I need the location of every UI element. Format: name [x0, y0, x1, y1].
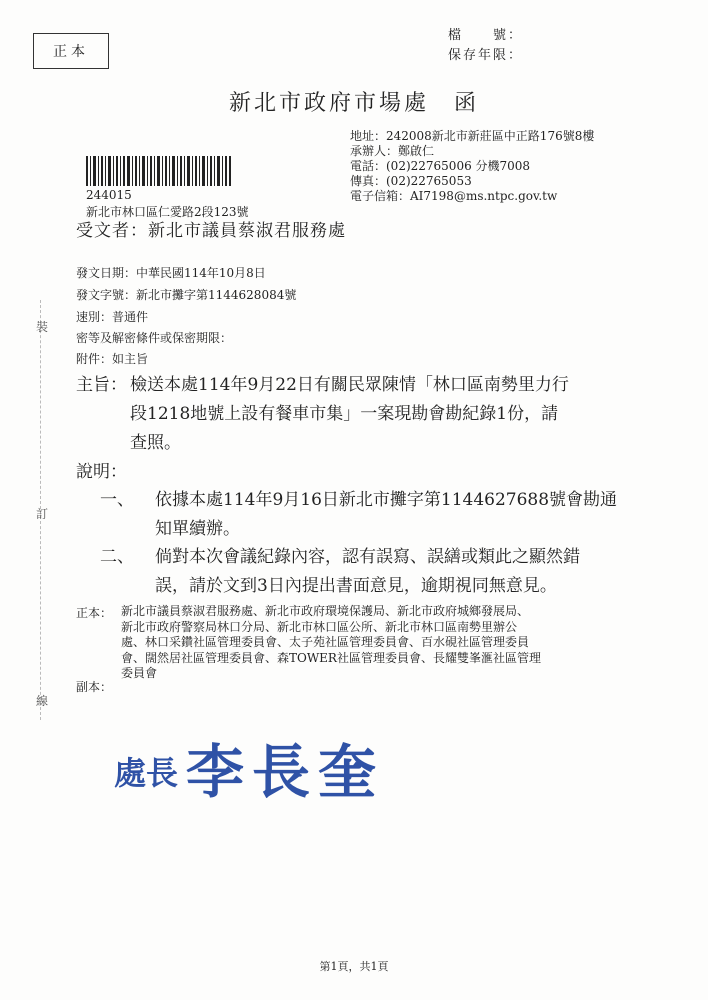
original-copy-stamp: 正本	[33, 33, 109, 69]
duplicate-copy-label: 副本：	[76, 680, 113, 694]
description-item-number: 一、	[100, 490, 134, 510]
description-line: 誤，請於文到3日內提出書面意見，逾期視同無意見。	[155, 576, 557, 596]
contact-email: 電子信箱：AI7198@ms.ntpc.gov.tw	[350, 189, 558, 203]
cc-recipients	[121, 604, 621, 682]
cc-line: 新北市政府警察局林口分局、新北市林口區公所、新北市林口區南勢里辦公	[121, 619, 518, 634]
retention-period-label: 保存年限：	[448, 48, 524, 63]
description-line: 知單續辦。	[155, 519, 240, 539]
description-item	[155, 543, 635, 601]
description-line: 依據本處114年9月16日新北市攤字第1144627688號會勘通	[155, 490, 618, 510]
recipient-zip: 244015	[86, 188, 132, 202]
recipient-address: 新北市林口區仁愛路2段123號	[86, 205, 249, 219]
director-signature-stamp	[114, 728, 414, 808]
subject-line: 查照。	[130, 433, 181, 453]
cc-line: 委員會	[121, 666, 158, 680]
contact-address: 地址：242008新北市新莊區中正路176號8樓	[350, 129, 595, 143]
cc-line: 會、闊然居社區管理委員會、森TOWER社區管理委員會、長耀雙峯滙社區管理	[121, 650, 541, 665]
attachment: 附件：如主旨	[76, 352, 149, 366]
secrecy-level: 密等及解密條件或保密期限：	[76, 331, 233, 345]
cc-line: 新北市議員蔡淑君服務處、新北市政府環境保護局、新北市政府城鄉發展局、	[121, 604, 530, 618]
description-label: 說明：	[76, 462, 127, 482]
recipient-name: 受文者：新北市議員蔡淑君服務處	[76, 221, 346, 241]
document-number: 發文字號：新北市攤字第1144628084號	[76, 288, 297, 302]
binding-mark-middle: 訂	[36, 507, 49, 521]
subject-line: 段1218地號上設有餐車市集」一案現勘會勘紀錄1份，請	[130, 404, 559, 424]
document-title: 新北市政府市場處 函	[228, 91, 479, 116]
contact-handler: 承辦人：鄭啟仁	[350, 144, 435, 158]
description-item-number: 二、	[100, 547, 134, 567]
subject-label: 主旨：	[76, 375, 127, 395]
contact-phone: 電話：(02)22765006 分機7008	[350, 159, 531, 173]
description-item	[155, 486, 635, 544]
signature-title: 處長	[114, 754, 179, 792]
description-line: 倘對本次會議紀錄內容，認有誤寫、誤繕或類此之顯然錯	[155, 547, 580, 567]
binding-mark-bottom: 線	[36, 694, 49, 708]
issue-date: 發文日期：中華民國114年10月8日	[76, 266, 266, 280]
page-footer: 第1頁，共1頁	[319, 960, 389, 973]
subject-body	[130, 371, 650, 458]
subject-line: 檢送本處114年9月22日有關民眾陳情「林口區南勢里力行	[130, 375, 569, 395]
signature-name: 李長奎	[186, 738, 385, 806]
postal-barcode	[86, 156, 232, 186]
file-number-label: 檔 號：	[448, 28, 524, 43]
binding-mark-top: 裝	[36, 320, 49, 334]
contact-fax: 傳真：(02)22765053	[350, 174, 472, 188]
cc-label: 正本：	[76, 606, 113, 620]
delivery-speed: 速別：普通件	[76, 310, 149, 324]
cc-line: 處、林口采鑽社區管理委員會、太子苑社區管理委員會、百水硯社區管理委員	[121, 635, 530, 649]
